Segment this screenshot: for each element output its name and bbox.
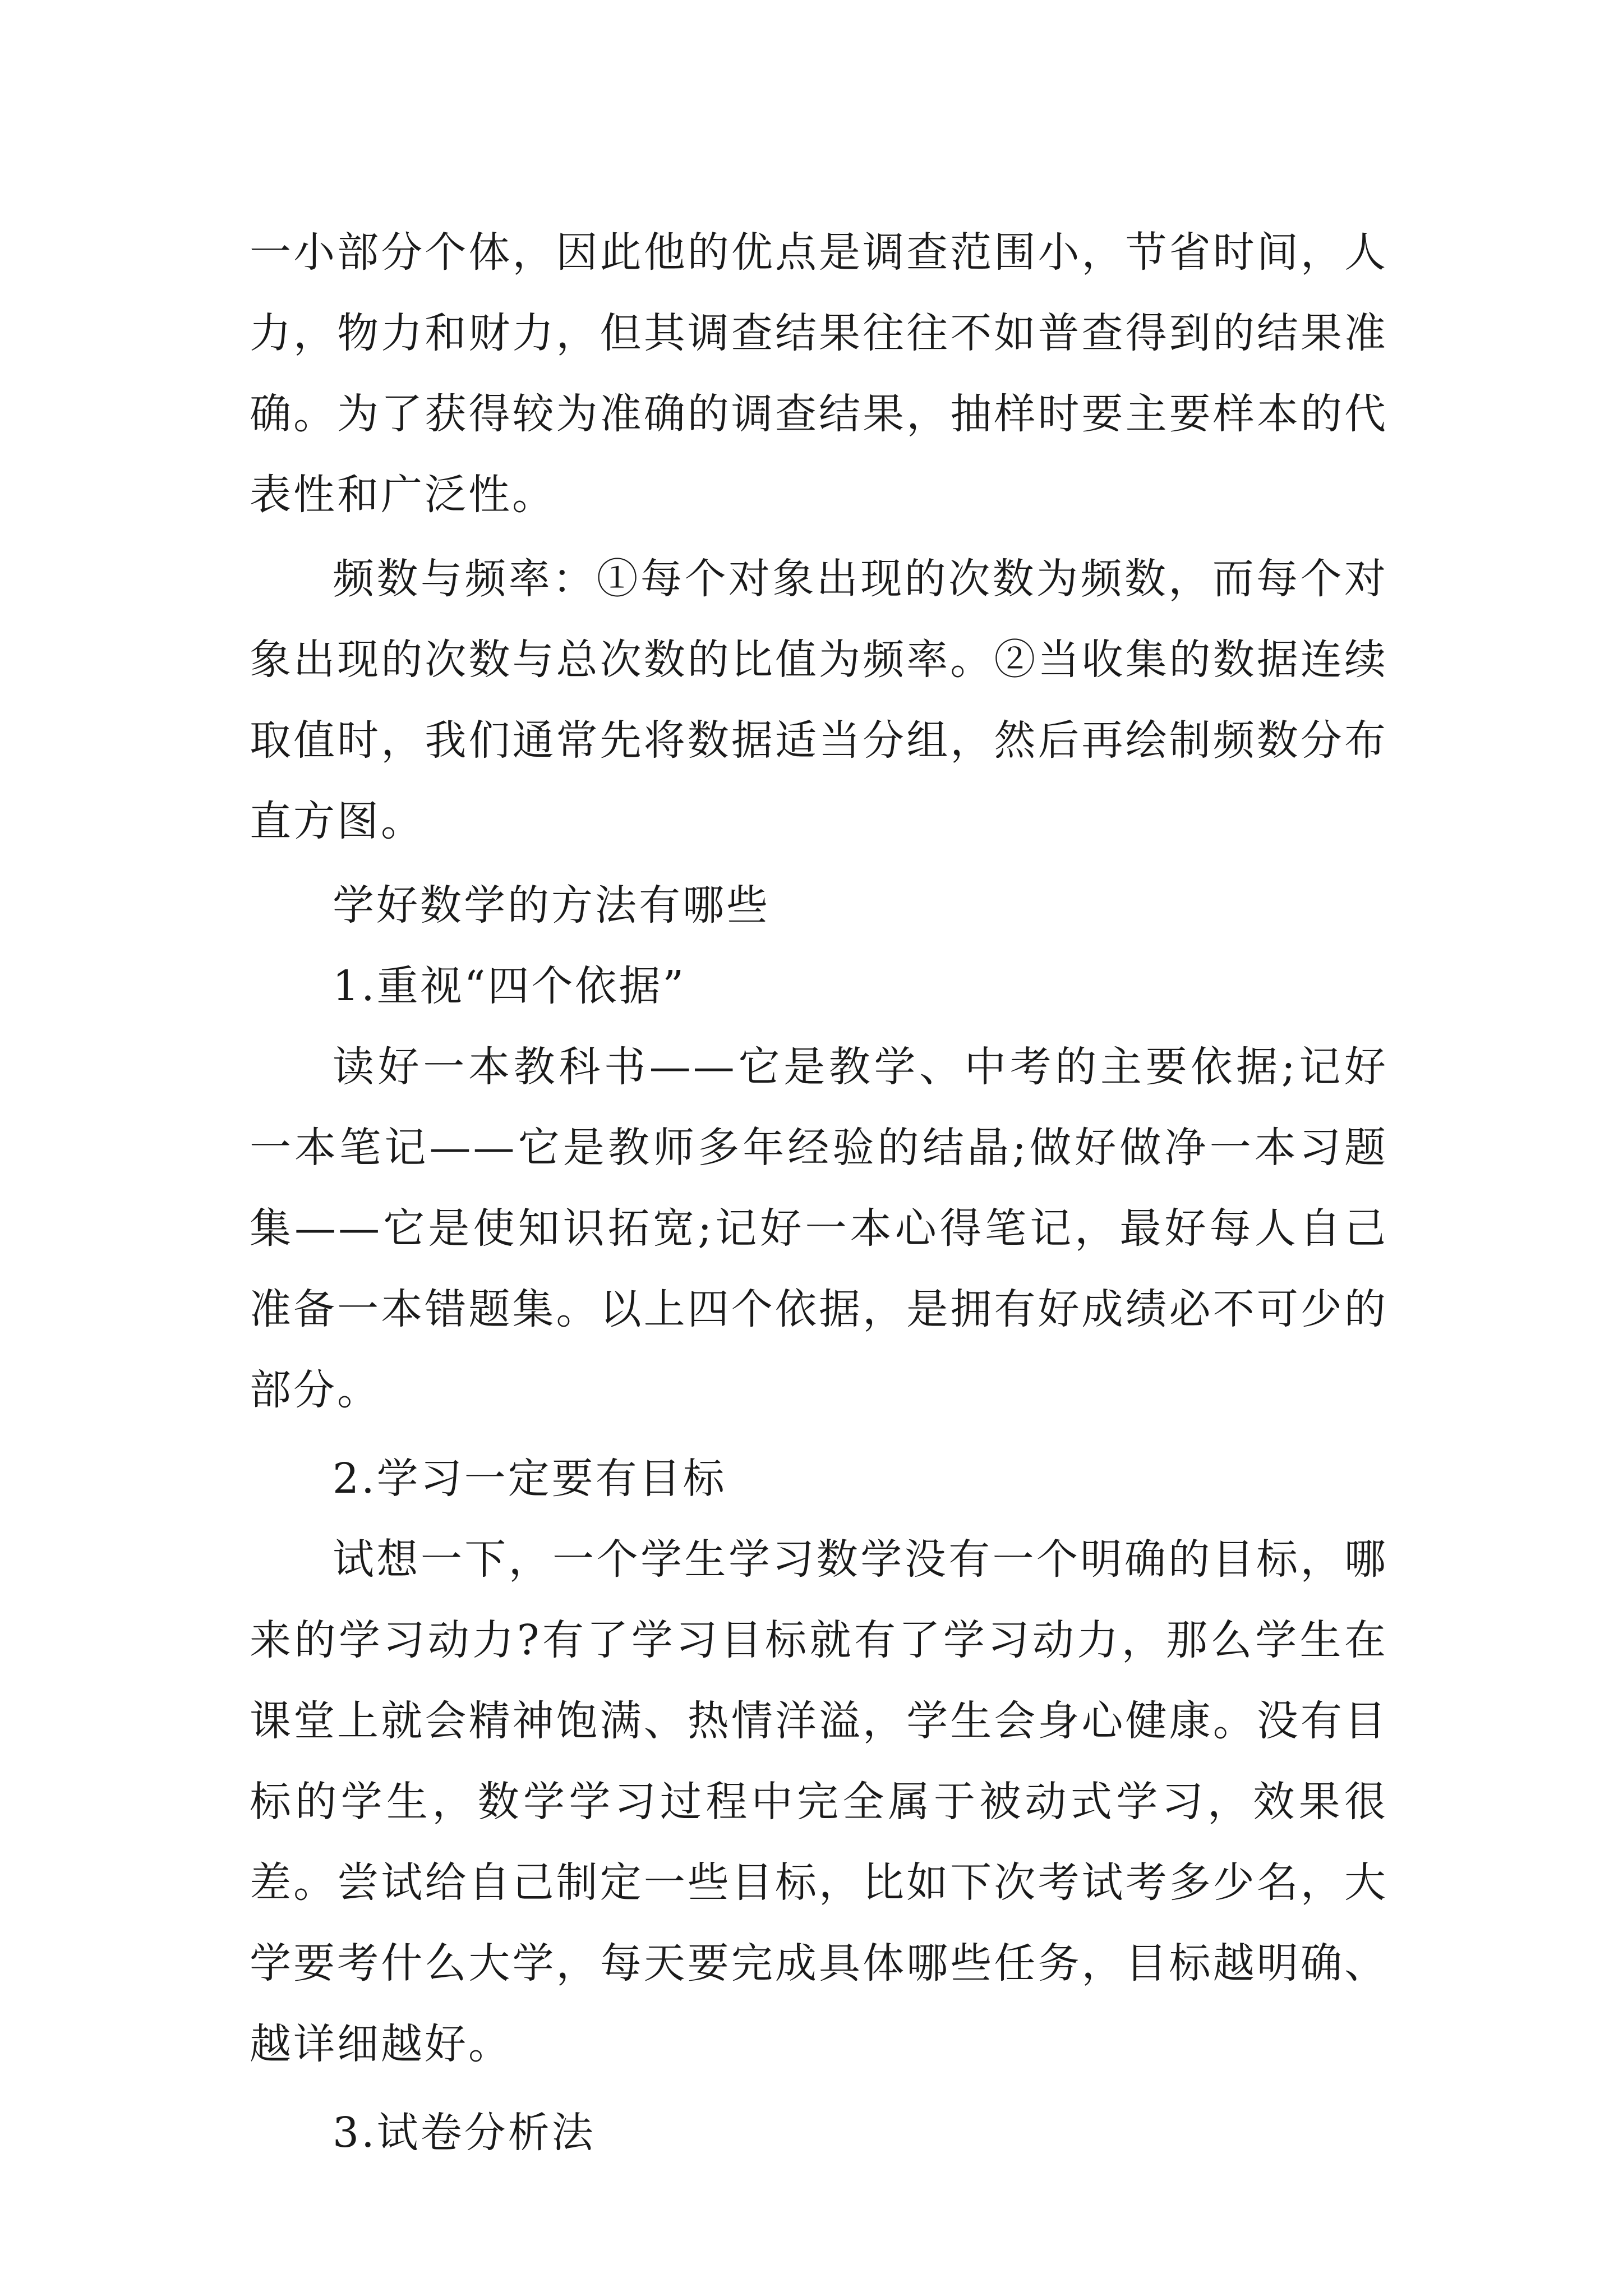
document-body xyxy=(250,212,1388,2173)
heading-four-foundations: 1.重视“四个依据” xyxy=(333,962,686,1010)
paragraph-four-foundations: 读好一本教科书——它是教学、中考的主要依据;记好一本笔记——它是教师多年经验的结晶;做好做净一本习题集——它是使知识拓宽;记好一本心得笔记，最好每人自己准备一本错题集。以上四个依据，是拥有好成绩必不可少的部分。 xyxy=(250,1043,1388,1414)
paragraph-frequency: 频数与频率：①每个对象出现的次数为频数，而每个对象出现的次数与总次数的比值为频率。②当收集的数据连续取值时，我们通常先将数据适当分组，然后再绘制频数分布直方图。 xyxy=(250,555,1388,845)
heading-goals: 2.学习一定要有目标 xyxy=(333,1455,727,1503)
section-title-study-methods: 学好数学的方法有哪些 xyxy=(333,881,770,930)
paragraph-sampling-survey: 一小部分个体，因此他的优点是调查范围小，节省时间，人力，物力和财力，但其调查结果往往不如普查得到的结果准确。为了获得较为准确的调查结果，抽样时要主要样本的代表性和广泛性。 xyxy=(250,228,1388,519)
heading-test-analysis: 3.试卷分析法 xyxy=(333,2109,596,2157)
paragraph-goals: 试想一下，一个学生学习数学没有一个明确的目标，哪来的学习动力?有了学习目标就有了学习动力，那么学生在课堂上就会精神饱满、热情洋溢，学生会身心健康。没有目标的学生，数学学习过程中完全属于被动式学习，效果很差。尝试给自己制定一些目标，比如下次考试考多少名，大学要考什么大学，每天要完成具体哪些任务，目标越明确、越详细越好。 xyxy=(250,1535,1388,2068)
